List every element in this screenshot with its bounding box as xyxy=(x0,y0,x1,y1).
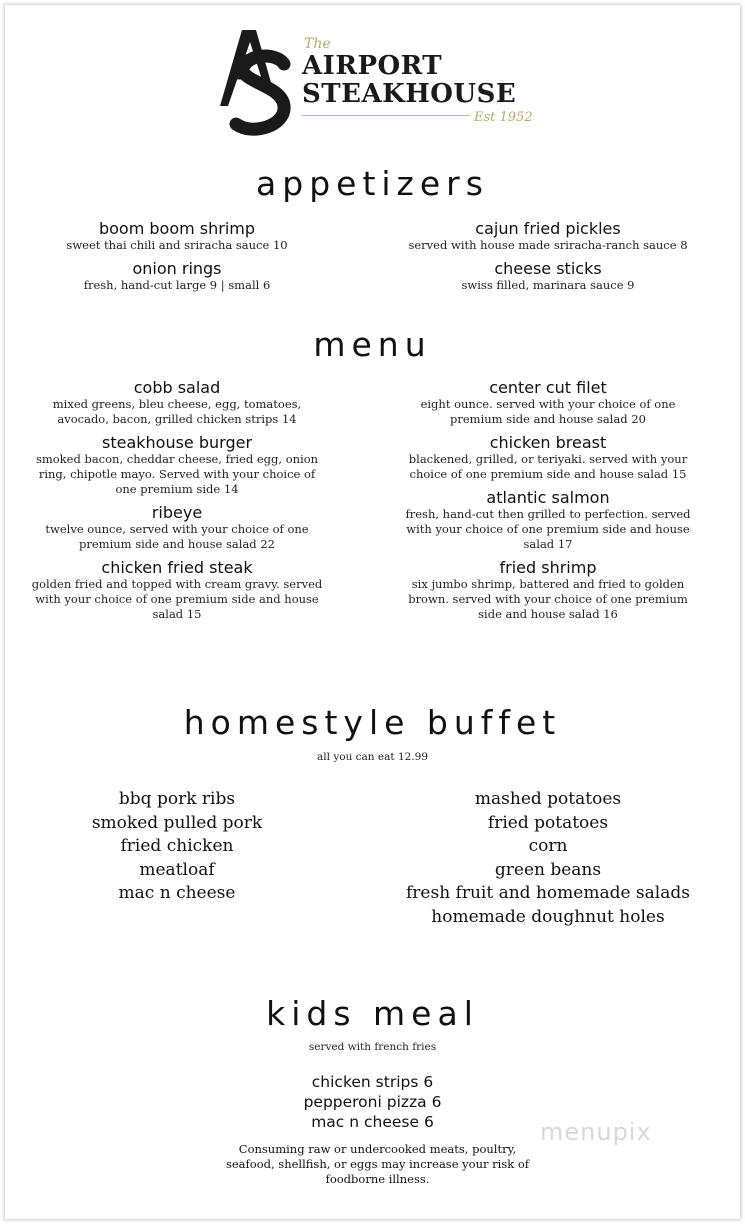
appetizers-left-column xyxy=(30,220,324,300)
logo-line1: AIRPORT xyxy=(302,51,443,81)
buffet-item: smoked pulled pork xyxy=(91,812,263,833)
buffet-item: fresh fruit and homemade salads xyxy=(406,883,690,903)
logo-the: The xyxy=(304,36,331,52)
logo-monogram xyxy=(212,26,298,138)
item-description: fresh, hand-cut then grilled to perfection. served with your choice of one premium side and house salad 17 xyxy=(405,507,691,551)
menu-item xyxy=(400,220,696,253)
item-description: swiss filled, marinara sauce 9 xyxy=(461,278,635,292)
item-description: blackened, grilled, or teriyaki. served with your choice of one premium side and house salad 15 xyxy=(408,452,688,481)
buffet-item: homemade doughnut holes xyxy=(431,906,665,927)
menu-item xyxy=(30,559,324,622)
menu-item xyxy=(30,260,324,293)
kids-item: chicken strips 6 xyxy=(311,1073,434,1091)
item-name: cajun fried pickles xyxy=(475,219,621,238)
item-description: golden fried and topped with cream gravy. served with your choice of one premium side and house salad 15 xyxy=(31,577,323,621)
item-description: sweet thai chili and sriracha sauce 10 xyxy=(66,238,288,252)
buffet-left-list xyxy=(30,788,324,906)
menu-right-column xyxy=(400,379,696,629)
menu-left-column xyxy=(30,379,324,629)
menu-item xyxy=(30,220,324,253)
menu-item xyxy=(400,489,696,552)
item-description: smoked bacon, cheddar cheese, fried egg, onion ring, chipotle mayo. Served with your choice of one premium side 14 xyxy=(35,452,319,496)
item-description: served with house made sriracha-ranch sauce 8 xyxy=(408,238,688,252)
item-description: fresh, hand-cut large 9 | small 6 xyxy=(83,278,271,292)
buffet-right-list xyxy=(400,788,696,929)
menu-item xyxy=(400,559,696,622)
buffet-item: mashed potatoes xyxy=(474,789,622,809)
item-description: twelve ounce, served with your choice of one premium side and house salad 22 xyxy=(45,522,309,551)
item-name: atlantic salmon xyxy=(486,488,610,507)
buffet-item: meatloaf xyxy=(139,859,215,880)
item-name: chicken breast xyxy=(489,433,607,452)
kids-subtitle: served with french fries xyxy=(308,1041,437,1053)
buffet-item: fried potatoes xyxy=(487,812,609,833)
item-description: six jumbo shrimp, battered and fried to golden brown. served with your choice of one premium side and house salad 16 xyxy=(408,577,688,621)
menu-item xyxy=(400,260,696,293)
food-safety-disclaimer: Consuming raw or undercooked meats, poultry, seafood, shellfish, or eggs may increase your risk of foodborne illness. xyxy=(225,1142,530,1186)
kids-item: mac n cheese 6 xyxy=(311,1113,434,1131)
buffet-item: bbq pork ribs xyxy=(118,789,236,809)
logo-established: Est 1952 xyxy=(474,110,533,125)
item-name: cheese sticks xyxy=(494,259,602,278)
buffet-item: corn xyxy=(528,836,568,856)
buffet-item: green beans xyxy=(494,859,602,880)
item-name: onion rings xyxy=(132,259,222,278)
menu-heading: menu xyxy=(313,325,432,364)
item-name: cobb salad xyxy=(133,378,221,397)
logo-rule xyxy=(302,115,470,116)
menu-item xyxy=(30,504,324,552)
item-name: ribeye xyxy=(151,503,203,522)
restaurant-logo xyxy=(212,26,542,141)
buffet-item: mac n cheese xyxy=(118,883,236,903)
watermark: menupix xyxy=(540,1118,652,1146)
logo-line2: STEAKHOUSE xyxy=(302,79,517,109)
appetizers-heading: appetizers xyxy=(256,164,489,203)
kids-item: pepperoni pizza 6 xyxy=(303,1093,442,1111)
item-name: chicken fried steak xyxy=(101,558,253,577)
kids-heading: kids meal xyxy=(266,994,479,1033)
menu-item xyxy=(400,379,696,427)
item-name: fried shrimp xyxy=(499,558,597,577)
item-description: eight ounce. served with your choice of one premium side and house salad 20 xyxy=(420,397,676,426)
menu-item xyxy=(30,379,324,427)
menu-item xyxy=(400,434,696,482)
item-description: mixed greens, bleu cheese, egg, tomatoes, avocado, bacon, grilled chicken strips 14 xyxy=(52,397,302,426)
buffet-item: fried chicken xyxy=(120,836,234,856)
menu-item xyxy=(30,434,324,497)
item-name: steakhouse burger xyxy=(101,433,253,452)
item-name: boom boom shrimp xyxy=(98,219,256,238)
buffet-price: all you can eat 12.99 xyxy=(317,751,428,763)
buffet-heading: homestyle buffet xyxy=(183,703,562,742)
item-name: center cut filet xyxy=(489,378,607,397)
appetizers-right-column xyxy=(400,220,696,300)
